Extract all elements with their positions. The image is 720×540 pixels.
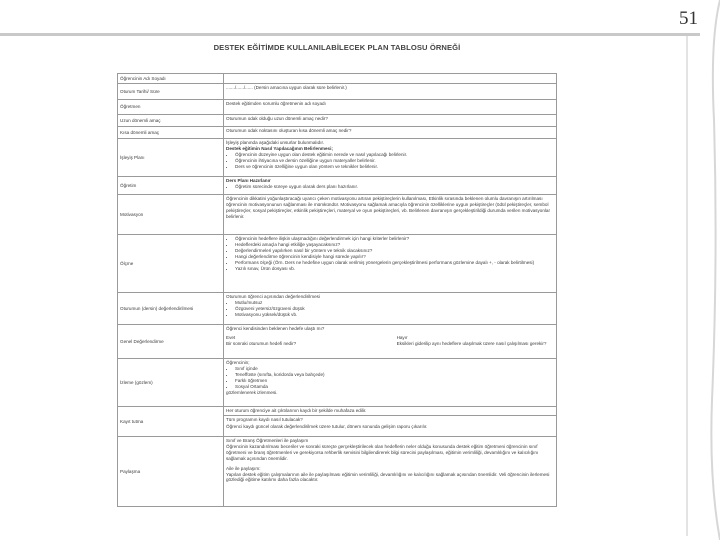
list-item: • Hedeflerdeki amaçla hangi etkiliğe yaşayacaksınız? bbox=[235, 242, 554, 248]
row-content bbox=[224, 437, 557, 507]
plan-table bbox=[117, 73, 557, 507]
list-item: • Öğrencinin ihtiyacına ve dersin özelliğine uygun materyaller belirlenir. bbox=[235, 158, 554, 164]
list-item: • Öğrencinin düzeyine uygun olan destek eğitimin nerede ve nasıl yapılacağı belirlenir. bbox=[235, 152, 554, 158]
slide-corner-decoration bbox=[706, 0, 720, 540]
row-label: İşleyiş Planı bbox=[118, 139, 224, 177]
row-line: Sınıf ve Branş Öğretmenleri ile paylaşım bbox=[226, 438, 309, 443]
list-item: • Öğretim sürecinde süreye uygun olarak ders planı hazırlanır. bbox=[235, 184, 554, 190]
table-row bbox=[118, 195, 557, 235]
row-line: Oturumun öğrenci açısından değerlendirilmesi bbox=[226, 294, 320, 299]
plan-document bbox=[117, 41, 557, 515]
table-row bbox=[118, 139, 557, 177]
no-option: Hayır bbox=[396, 334, 408, 340]
row-label: Kısa dönemli amaç bbox=[118, 127, 224, 139]
table-row bbox=[118, 325, 557, 359]
row-label: Kayıt tutma bbox=[118, 407, 224, 437]
list-item: • Performans ölçeği (Örn. Ders ne hedefine uygun olarak verilmiş yönergelerin gerçekleştirilmesi performans gözlemine dayalı +, - olarak belirtilmesi) bbox=[235, 260, 554, 266]
row-content: Destek eğitimden sorumlu öğretmenin adı soyadı bbox=[224, 100, 557, 115]
row-content: Oturumun odak olduğu uzun dönemli amaç nedir? bbox=[224, 115, 557, 127]
row-label: Oturumun (dersin) değerlendirilmesi bbox=[118, 293, 224, 325]
table-row bbox=[118, 84, 557, 100]
table-row bbox=[118, 235, 557, 293]
row-line: Öğrenci kendisinden beklenen hedefe ulaştı mı? bbox=[226, 326, 325, 331]
slide-number: 51 bbox=[679, 8, 698, 29]
list-item: • Değerlendirmeleri yapılırken nasıl bir yöntem ve teknik olacaksınız? bbox=[235, 248, 554, 254]
table-row bbox=[118, 293, 557, 325]
list-item: • Sınıf içinde bbox=[235, 366, 554, 372]
table-row bbox=[118, 359, 557, 407]
table-row bbox=[118, 437, 557, 507]
row-label: Öğrencinin Adı Soyadı bbox=[118, 74, 224, 84]
document-title: DESTEK EĞİTİMDE KULLANILABİLECEK PLAN TABLOSU ÖRNEĞİ bbox=[213, 43, 461, 52]
row-line: Yapılan destek eğitim çalışmalarının aile ile paylaşılması eğitimin verimliliği, devamlılığını ve kalıcılığını sağlamak açısından önemlidir. Veli öğrencinin ilerlemesi gözlediği eğitime katılımı daha fazla olacaktır. bbox=[226, 471, 550, 483]
table-row bbox=[118, 74, 557, 84]
row-label: İzleme (gözlem) bbox=[118, 359, 224, 407]
list-item: • Teneffüste (sınıfta, koridorda veya bahçede) bbox=[235, 372, 554, 378]
list-item: • Sosyal Ortamda bbox=[235, 384, 554, 390]
list-item: • Yazılı sınav, Ürün dosyası vb. bbox=[235, 266, 554, 272]
row-content: Öğrencinin dikkatini yoğunlaştıracağı uyarıcı çeken motivasyonu artıran pekiştireçlerin kullanılması, Etkinlik sırasında beklenen olumlu davranışın artırılması öğrencinin motivasyonunun sağlanması ile mümkündür. Motivasyonu sağlamak amacıyla öğrencinin özelliklerine uygun pekiştireçler (ödül pekiştireçler, sembol pekiştireçler, sosyal pekiştireçler, etkinlik pekiştireçleri, materyal ve oyun pekiştireçleri, vb. Belirlenen davranışın gerçekleştirildiği durumda verilen motivasyonlar belirlenir. bbox=[224, 195, 557, 235]
yes-option-text: Bir sonraki oturumun hedefi nedir? bbox=[226, 340, 297, 346]
row-content bbox=[224, 325, 557, 359]
list-item: • Özgüveni yetersiz/özgüveni düşük bbox=[235, 306, 554, 312]
row-content bbox=[224, 359, 557, 407]
row-label: Ölçme bbox=[118, 235, 224, 293]
row-line: Öğrenci kaydı güncel olarak değerlendirilmek üzere tutulur, dönem sonunda gelişim raporu çıkarılır. bbox=[226, 423, 428, 429]
row-content: Oturumun odak noktasını oluşturan kısa dönemli amaç nedir? bbox=[224, 127, 557, 139]
row-label: Paylaşma bbox=[118, 437, 224, 507]
table-row bbox=[118, 407, 557, 437]
slide-top-rule bbox=[0, 33, 700, 36]
row-line: Aile ile paylaşım: bbox=[226, 465, 261, 471]
row-content: ......./....../...... (Dersin amacına uygun olarak süre belirlenir.) bbox=[224, 84, 557, 100]
list-item: • Motivasyonu yüksek/düşük vb. bbox=[235, 312, 554, 318]
table-row bbox=[118, 127, 557, 139]
list-item: • Hangi değerlendirme öğrencinin kendisiyle hangi sürede yapılır? bbox=[235, 254, 554, 260]
row-line: Ders Planı Hazırlanır bbox=[226, 178, 271, 183]
list-item: • Ders ve öğrencinin özelliğine uygun olan yöntem ve teknikler belirlenir. bbox=[235, 164, 554, 170]
list-item: • Farklı öğretmen bbox=[235, 378, 554, 384]
row-line: Öğrencinin kazandırılması beceriler ve sonraki süreçte gerçekleştirilecek olan hedeflerin neler olduğu konusunda destek eğitim öğretmeni öğrencinin sınıf öğretmeni ve branş öğretmenleri ve gerekiyorsa rehberlik servisini bilgilendirerek bilgi sürecini paylaşılması, eğitimin verimliliği, devamlılığını ve kalıcılığını sağlamak açısından önemlidir. bbox=[226, 443, 539, 461]
row-label: Genel Değerlendirme bbox=[118, 325, 224, 359]
row-line: Öğrencinin; bbox=[226, 360, 250, 365]
yes-option: Evet bbox=[226, 334, 236, 340]
row-label: Uzun dönemli amaç bbox=[118, 115, 224, 127]
slide-side-rule bbox=[686, 36, 688, 536]
row-label: Öğretmen bbox=[118, 100, 224, 115]
table-row bbox=[118, 100, 557, 115]
row-label: Oturum Tarihi/ Süre bbox=[118, 84, 224, 100]
row-content bbox=[224, 235, 557, 293]
row-label: Öğretim bbox=[118, 177, 224, 195]
row-content bbox=[224, 139, 557, 177]
row-line: Her oturum öğrenciye ait çıktılarının kaydı bir şekilde muhafaza edilir. bbox=[224, 407, 556, 416]
list-item: • Mutlu/mutsuz bbox=[235, 300, 554, 306]
table-row bbox=[118, 115, 557, 127]
row-line: İşleyiş planında aşağıdaki unsurlar bulunmalıdır. bbox=[226, 140, 325, 145]
row-line: Destek eğitimin Nasıl Yapılacağının Belirlenmesi; bbox=[226, 145, 333, 151]
row-content bbox=[224, 74, 557, 84]
table-row bbox=[118, 177, 557, 195]
no-option-text: Eksikleri giderilip aynı hedeflere ulaşılmak üzere nasıl çalışılması gerekir? bbox=[396, 340, 547, 346]
row-label: Motivasyon bbox=[118, 195, 224, 235]
row-content bbox=[224, 177, 557, 195]
row-line: Tüm programın kaydı nasıl tutulacak? bbox=[226, 416, 303, 422]
row-content bbox=[224, 293, 557, 325]
list-item: • Öğrencinin hedeflere ilişkin ulaşmadığını değerlendirmek için hangi kriterler belirlenir? bbox=[235, 236, 554, 242]
row-line: gözlemlenerek izlenmesi. bbox=[226, 389, 278, 395]
row-content bbox=[224, 407, 557, 437]
